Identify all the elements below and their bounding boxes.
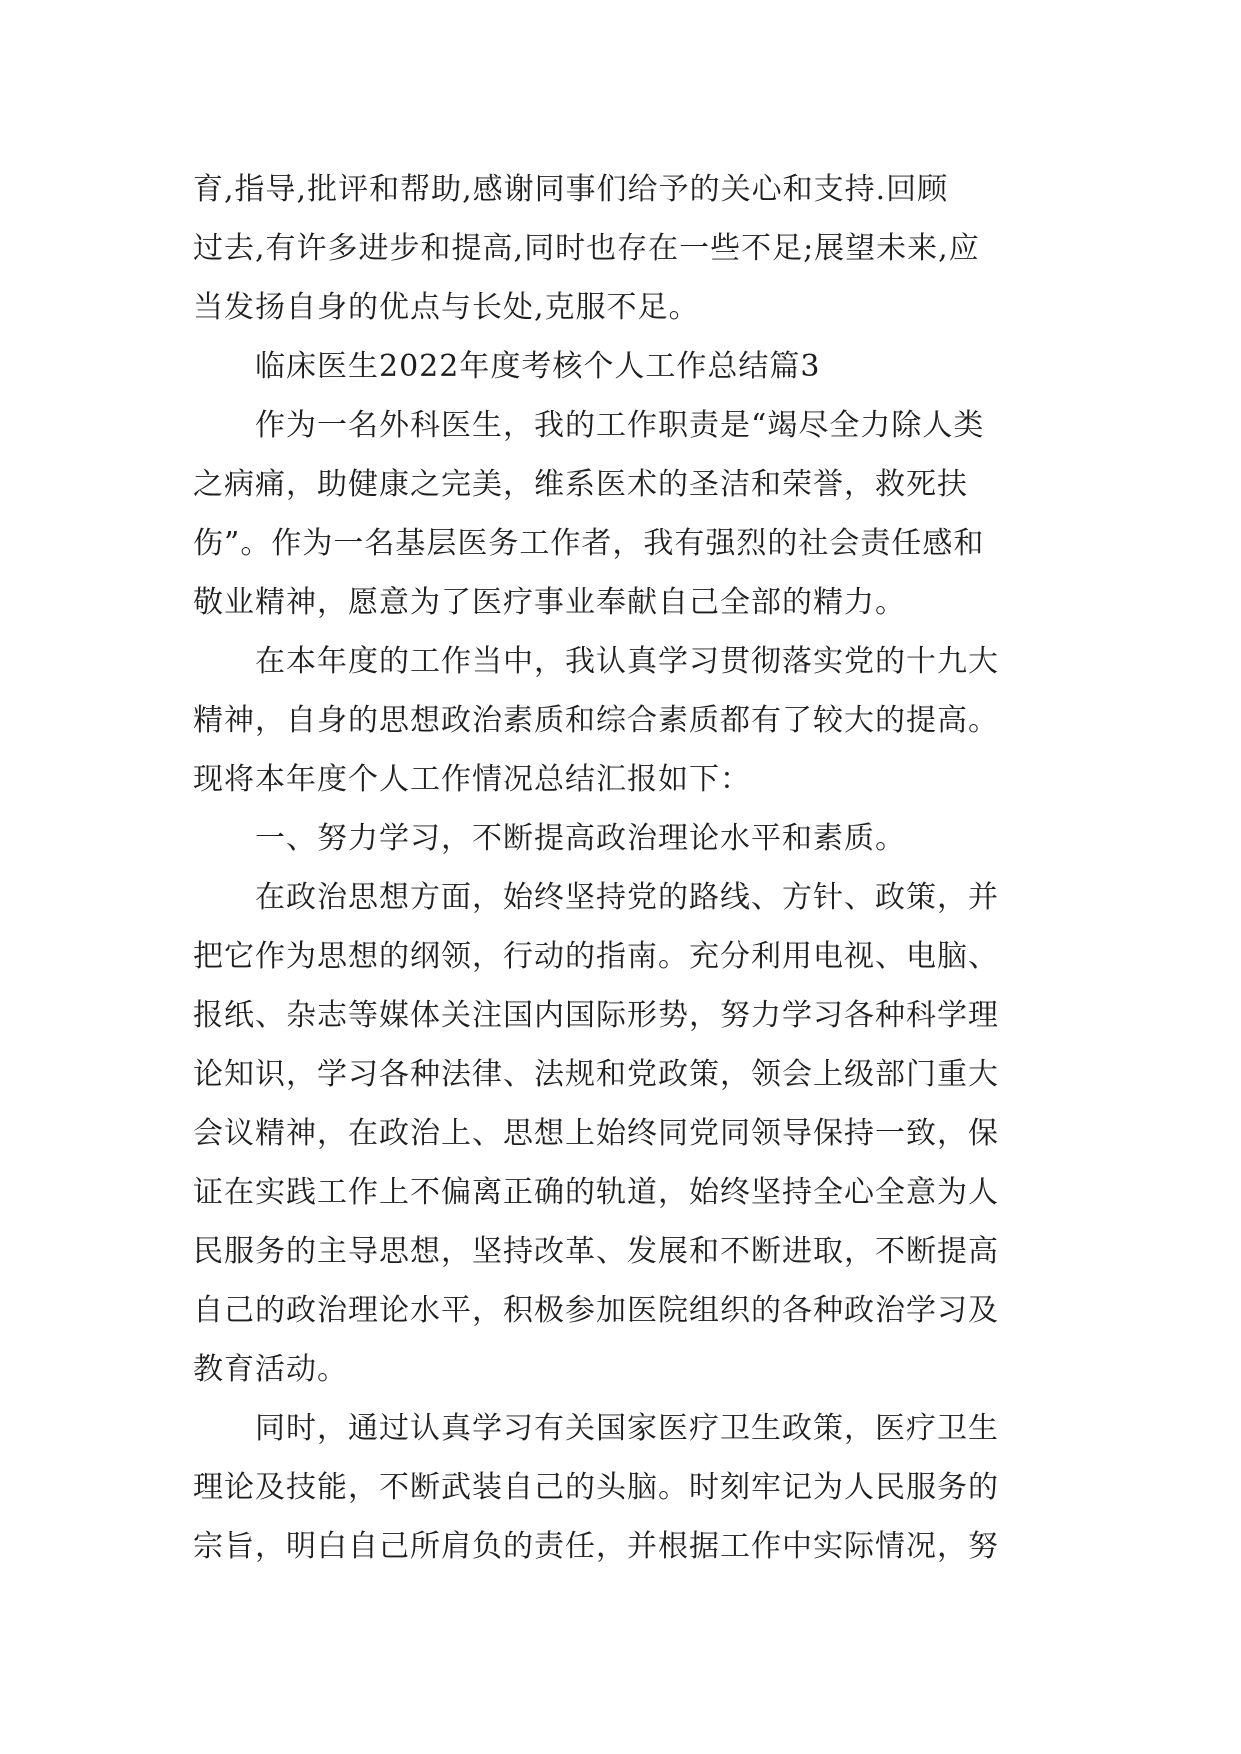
document-line: 会议精神，在政治上、思想上始终同党同领导保持一致，保 [193,1116,999,1151]
document-line: 临床医生2022年度考核个人工作总结篇3 [255,349,821,384]
document-line: 把它作为思想的纲领，行动的指南。充分利用电视、电脑、 [193,939,999,974]
document-line: 一、努力学习，不断提高政治理论水平和素质。 [255,821,906,856]
document-line: 证在实践工作上不偏离正确的轨道，始终坚持全心全意为人 [193,1175,999,1210]
document-line: 作为一名外科医生，我的工作职责是“竭尽全力除人类 [255,408,985,443]
document-line: 在本年度的工作当中，我认真学习贯彻落实党的十九大 [255,644,999,679]
document-line: 同时，通过认真学习有关国家医疗卫生政策，医疗卫生 [255,1411,999,1446]
document-line: 之病痛，助健康之完美，维系医术的圣洁和荣誉，救死扶 [193,467,968,502]
document-line: 过去,有许多进步和提高,同时也存在一些不足;展望未来,应 [193,231,980,266]
document-line: 精神，自身的思想政治素质和综合素质都有了较大的提高。 [193,703,999,738]
document-line: 报纸、杂志等媒体关注国内国际形势，努力学习各种科学理 [193,998,999,1033]
document-body [193,160,1053,1576]
document-line: 育,指导,批评和帮助,感谢同事们给予的关心和支持.回顾 [193,172,949,207]
document-line: 当发扬自身的优点与长处,克服不足。 [193,290,700,325]
document-line: 宗旨，明白自己所肩负的责任，并根据工作中实际情况，努 [193,1529,999,1564]
document-line: 理论及技能，不断武装自己的头脑。时刻牢记为人民服务的 [193,1470,999,1505]
document-line: 敬业精神，愿意为了医疗事业奉献自己全部的精力。 [193,585,906,620]
document-line: 现将本年度个人工作情况总结汇报如下： [193,762,751,797]
document-line: 在政治思想方面，始终坚持党的路线、方针、政策，并 [255,880,999,915]
document-line: 民服务的主导思想，坚持改革、发展和不断进取，不断提高 [193,1234,999,1269]
document-line: 教育活动。 [193,1352,348,1387]
document-line: 伤”。作为一名基层医务工作者，我有强烈的社会责任感和 [193,526,985,561]
document-line: 自己的政治理论水平，积极参加医院组织的各种政治学习及 [193,1293,999,1328]
document-line: 论知识，学习各种法律、法规和党政策，领会上级部门重大 [193,1057,999,1092]
